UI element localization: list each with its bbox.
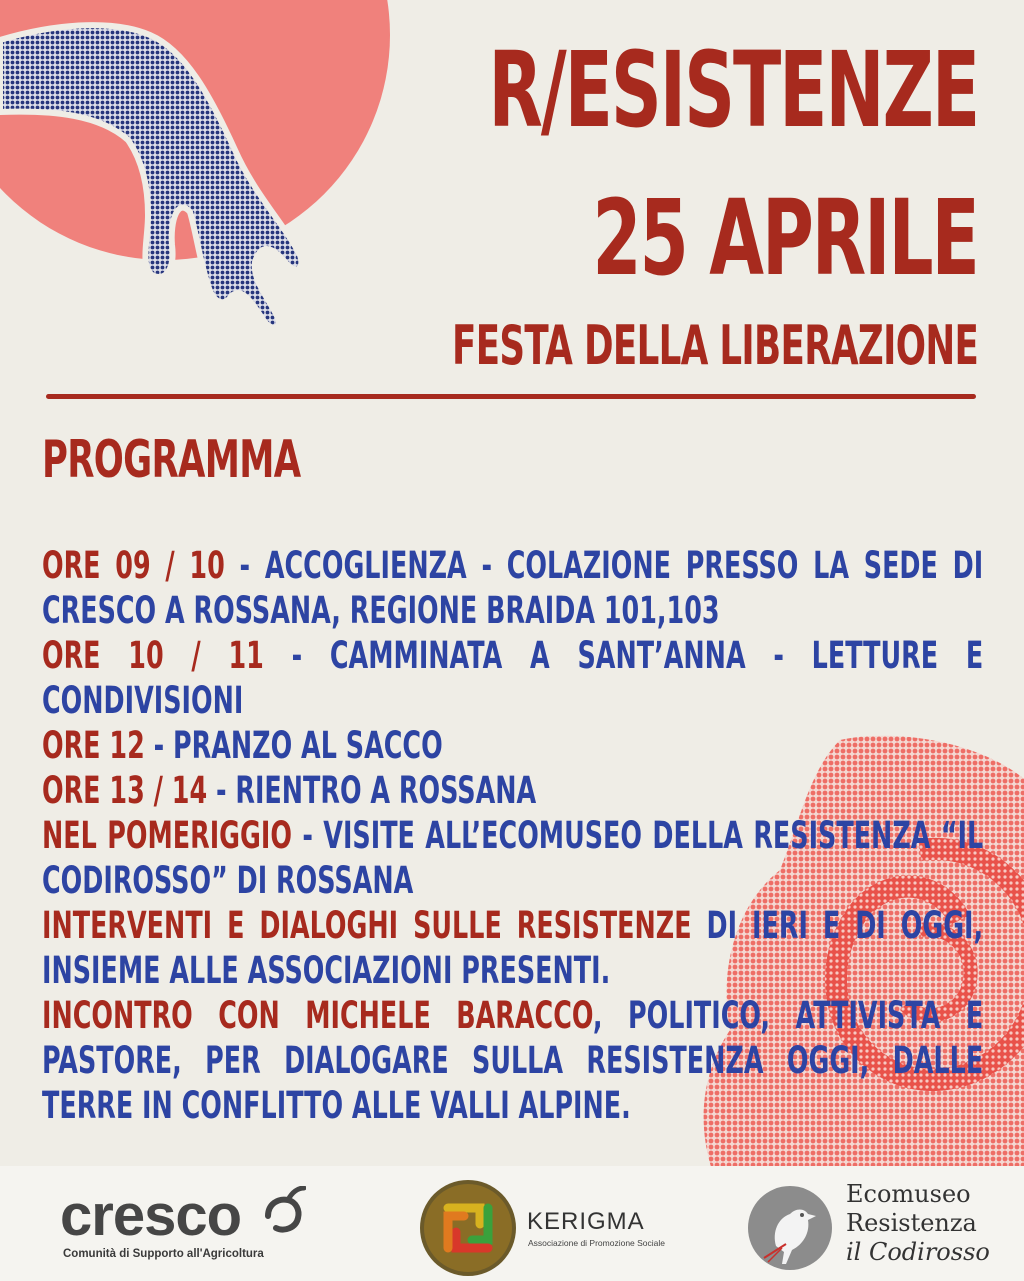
subtitle: FESTA DELLA LIBERAZIONE <box>451 314 978 377</box>
kerigma-logo-icon <box>418 1178 518 1278</box>
schedule-text: , POLITICO, ATTIVISTA E PASTORE, PER DIALOGARE SULLA RESISTENZA OGGI, DALLE TERRE IN CONFLITTO ALLE VALLI ALPINE. <box>42 994 984 1127</box>
schedule-item <box>42 813 983 903</box>
schedule-time: ORE 13 / 14 <box>42 769 208 812</box>
schedule-item <box>42 723 983 768</box>
cresco-logo-text: cresco <box>60 1183 242 1248</box>
schedule-time: ORE 12 <box>42 724 145 767</box>
schedule-text: - RIENTRO A ROSSANA <box>207 769 537 812</box>
schedule-item <box>42 543 983 633</box>
schedule-text: - CAMMINATA A SANT’ANNA - LETTURE E CONDIVISIONI <box>42 634 984 722</box>
kerigma-logo-text: KERIGMA <box>527 1208 645 1235</box>
schedule-item <box>42 903 983 993</box>
codirosso-bird-icon <box>746 1184 834 1272</box>
cresco-tagline: Comunità di Supporto all'Agricoltura <box>63 1248 264 1260</box>
divider <box>46 394 976 399</box>
schedule-time: NEL POMERIGGIO <box>42 814 292 857</box>
schedule-list <box>42 543 983 1128</box>
leaf-icon <box>262 1186 306 1238</box>
schedule-text: - ACCOGLIENZA - COLAZIONE PRESSO LA SEDE DI CRESCO A ROSSANA, REGIONE BRAIDA 101,103 <box>42 544 984 632</box>
ecomuseo-logo-text <box>846 1180 990 1267</box>
ecomuseo-line-3: il Codirosso <box>846 1238 990 1266</box>
schedule-text: DI IERI E DI OGGI, INSIEME ALLE ASSOCIAZIONI PRESENTI. <box>42 904 984 992</box>
title-line-2: 25 APRILE <box>592 177 978 299</box>
schedule-time: ORE 09 / 10 <box>42 544 225 587</box>
program-heading: PROGRAMMA <box>42 430 301 490</box>
schedule-item <box>42 633 983 723</box>
schedule-time: INCONTRO CON MICHELE BARACCO <box>42 994 593 1037</box>
kerigma-tagline: Associazione di Promozione Sociale <box>528 1238 666 1248</box>
schedule-text: - VISITE ALL’ECOMUSEO DELLA RESISTENZA “IL CODIROSSO” DI ROSSANA <box>42 814 984 902</box>
schedule-time: ORE 10 / 11 <box>42 634 264 677</box>
schedule-text: - PRANZO AL SACCO <box>144 724 443 767</box>
schedule-time: INTERVENTI E DIALOGHI SULLE RESISTENZE <box>42 904 692 947</box>
halftone-hand-image <box>0 0 330 330</box>
ecomuseo-line-2: Resistenza <box>846 1209 977 1237</box>
title-line-1: R/ESISTENZE <box>488 29 978 151</box>
ecomuseo-line-1: Ecomuseo <box>846 1180 971 1208</box>
schedule-item <box>42 993 983 1128</box>
schedule-item <box>42 768 983 813</box>
